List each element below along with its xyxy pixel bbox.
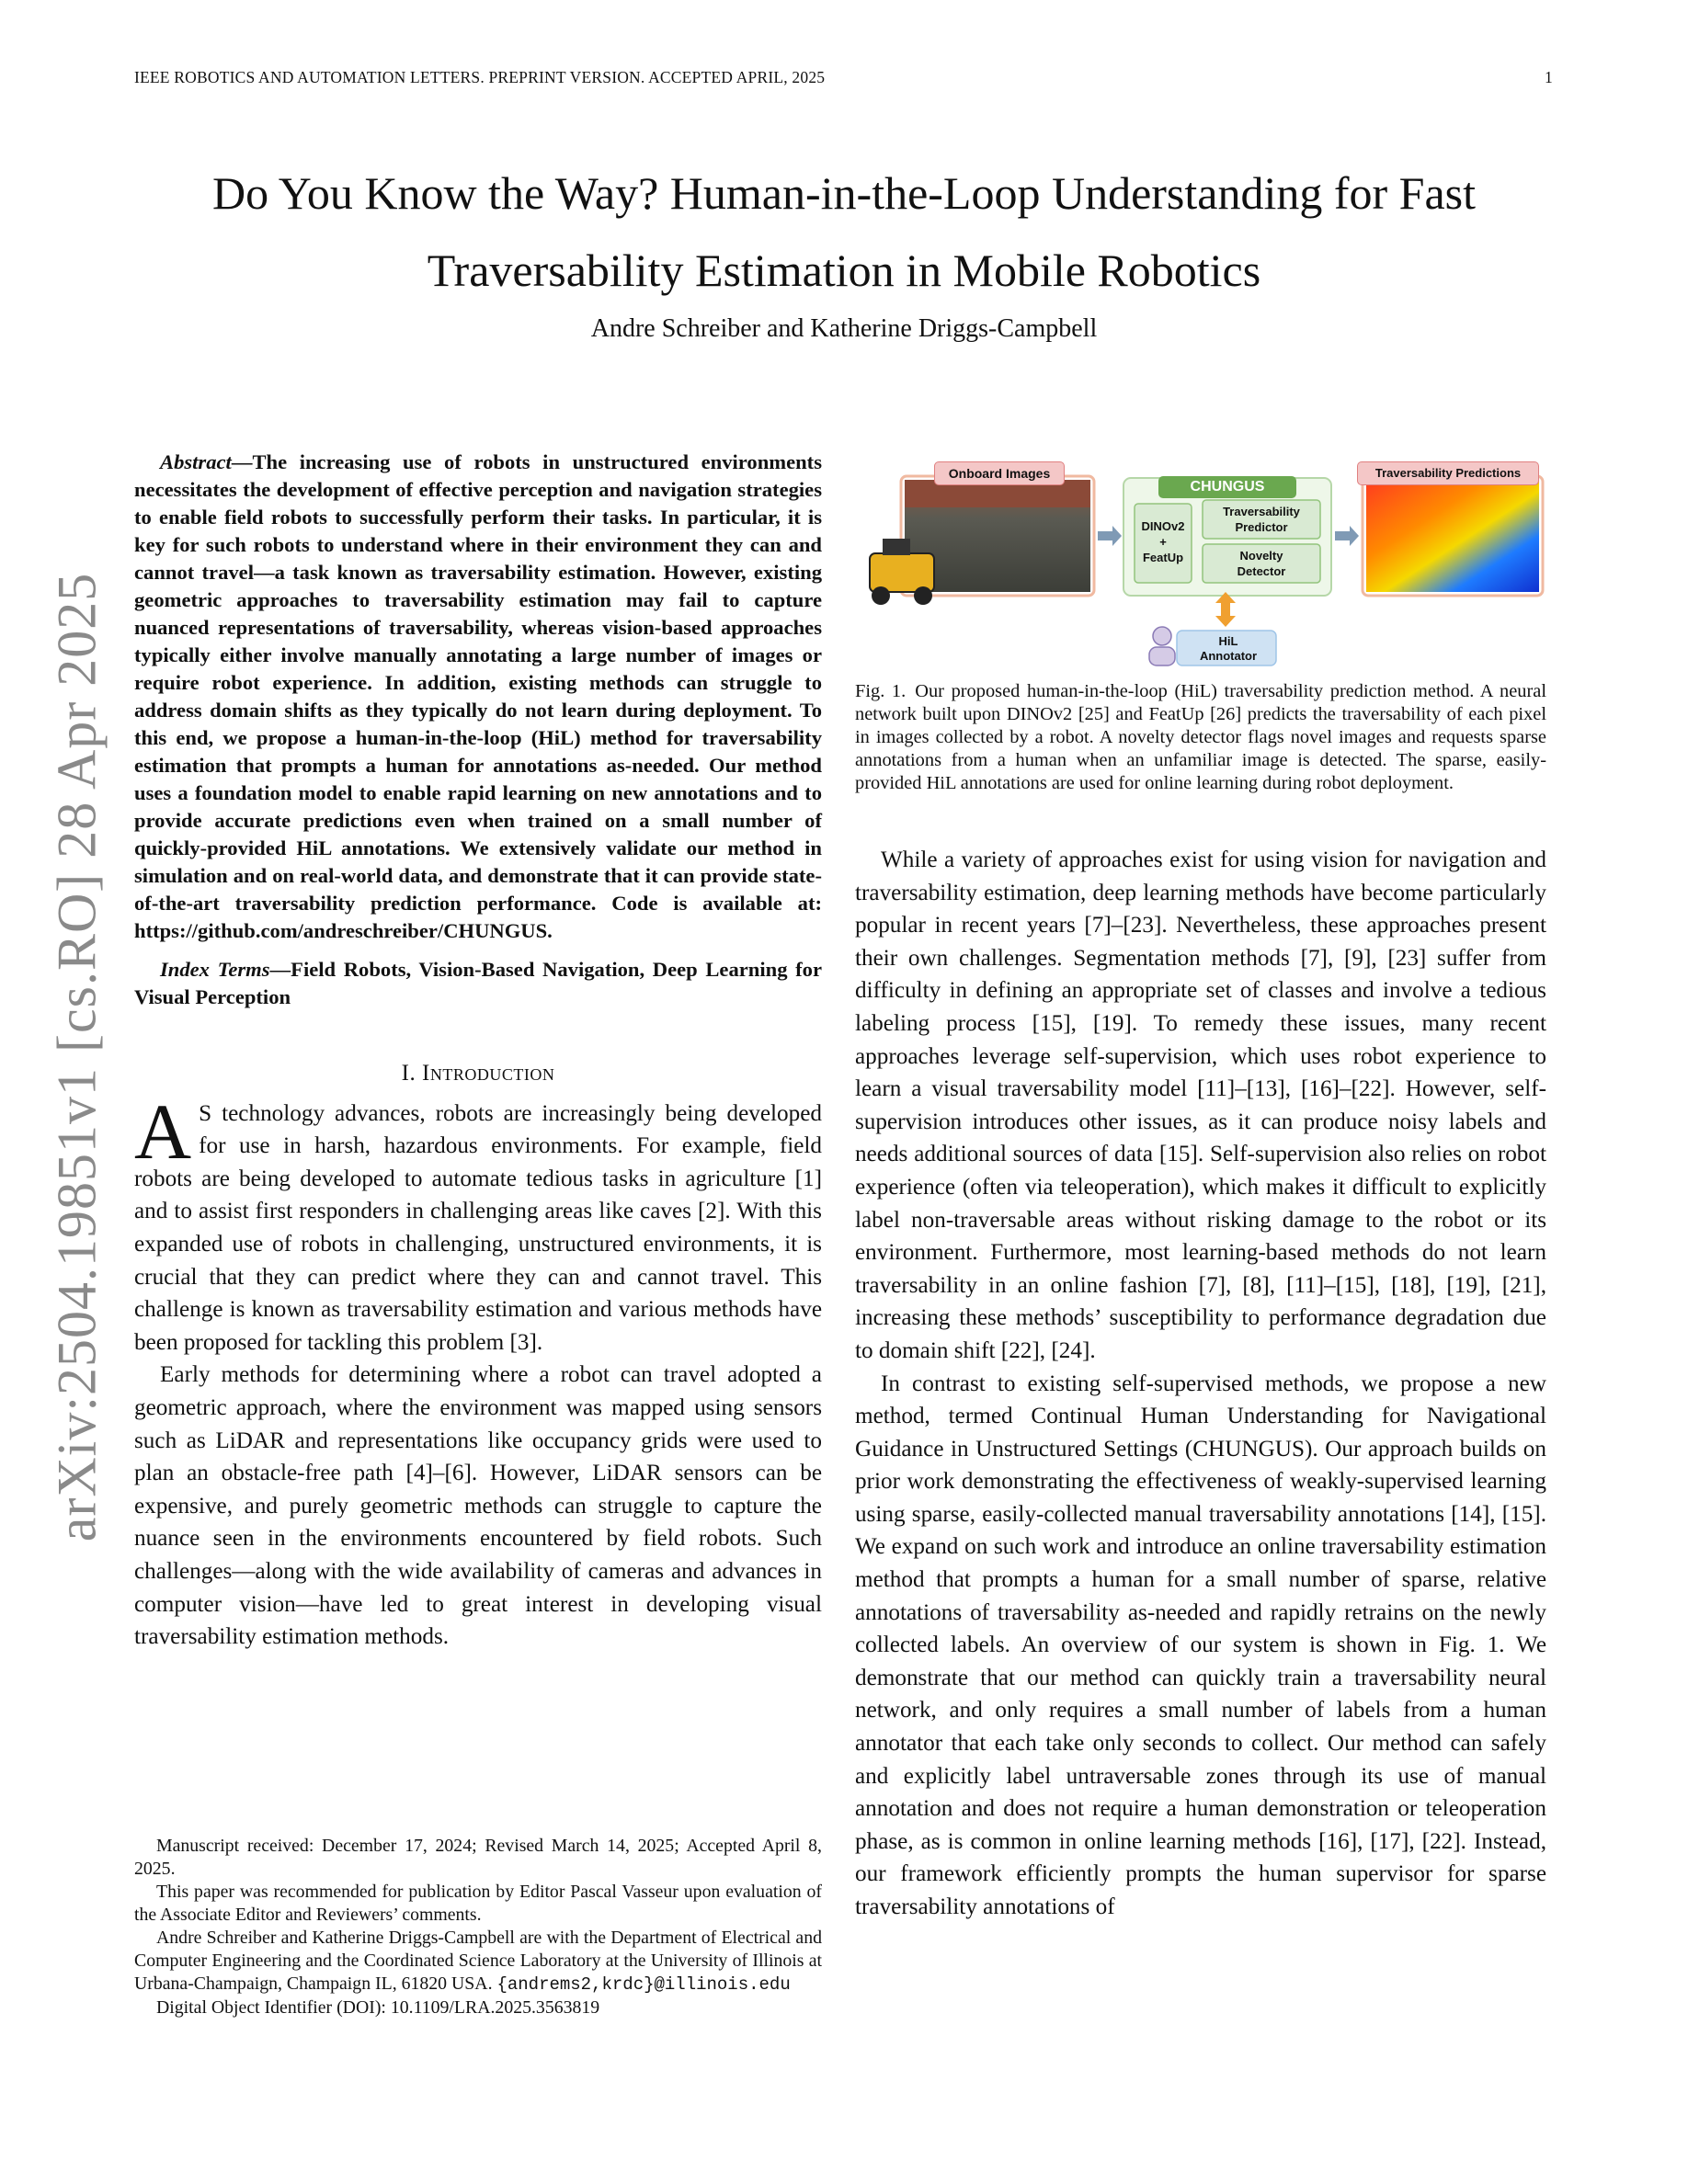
- predictions-heatmap: [1366, 480, 1539, 592]
- predictor-label-1: Traversability: [1223, 505, 1300, 518]
- footnotes: [134, 1835, 822, 2019]
- intro-paragraph-1: [134, 1086, 822, 1359]
- predictor-label: [1203, 504, 1320, 535]
- novelty-label: [1203, 548, 1320, 579]
- annotator-label: [1182, 634, 1274, 664]
- intro-paragraph-2: Early methods for determining where a robot can travel adopted a geometric approach, where the environment was mapped using sensors such as LiDAR and representations like occupancy grids were used to plan an obstacle-free path [4]–[6]. However, LiDAR sensors can be expensive, and purely geometric methods can struggle to capture the nuance seen in the environments encountered by field robots. Such challenges—along with the wide availability of cameras and advances in computer vision—have led to great interest in developing visual traversability estimation methods.: [134, 1362, 822, 1650]
- onboard-images-label: Onboard Images: [934, 461, 1065, 485]
- chungus-label: CHUNGUS: [1158, 476, 1296, 498]
- abstract-label: Abstract: [160, 450, 232, 473]
- footnote-affiliation-text: Andre Schreiber and Katherine Driggs-Campbell are with the Department of Electrical and Computer Engineering and the Coordinated Science Laboratory at the University of Illinois at Urbana-Champaign, Champaign IL, 61820 USA.: [134, 1928, 822, 1994]
- page-number: 1: [1545, 68, 1553, 86]
- predictions-label: Traversability Predictions: [1357, 461, 1539, 485]
- right-paragraph-2: In contrast to existing self-supervised methods, we propose a new method, termed Continual Human Understanding for Navigational Guidance in Unstructured Settings (CHUNGUS). Our approach builds on prior work demonstrating the effectiveness of weakly-supervised learning using sparse, easily-collected manual traversability annotations [14], [15]. We expand on such work and introduce an online traversability estimation method that prompts a human for a small number of sparse, relative annotations of traversability as-needed and rapidly retrains on the newly collected labels. An overview of our system is shown in Fig. 1. We demonstrate that our method can quickly train a traversability neural network, and only requires a small number of labels from a human annotator that each take only seconds to collect. Our method can safely and explicitly label untraversable zones through its use of manual annotation and does not require a human demonstration or teleoperation phase, as is common in online learning methods [16], [17], [22]. Instead, our framework efficiently prompts the human supervisor for sparse traversability annotations of: [855, 1371, 1546, 1919]
- right-paragraph-1: While a variety of approaches exist for using vision for navigation and traversability estimation, deep learning methods have become particularly popular in recent years [7]–[23]. Nevertheless, these approaches present their own challenges. Segmentation methods [7], [9], [23] suffer from difficulty in defining an appropriate set of classes and involve a tedious labeling process [15], [19]. To remedy these issues, many recent approaches leverage self-supervision, which uses robot experience to learn a visual traversability model [11]–[13], [16]–[22]. However, self-supervision introduces other issues, as it can produce noisy labels and needs additional sources of data [15]. Self-supervision also relies on robot experience (often via teleoperation), which makes it difficult to explicitly label non-traversable areas without risking damage to the robot or its environment. Furthermore, most learning-based methods do not learn traversability in an online fashion [7], [8], [11]–[15], [18], [19], [21], increasing these methods’ susceptibility to performance degradation due to domain shift [22], [24].: [855, 847, 1546, 1363]
- dino-label: DINOv2: [1141, 519, 1185, 533]
- predictor-label-2: Predictor: [1235, 520, 1288, 534]
- annotator-label-1: HiL: [1218, 634, 1238, 648]
- drop-cap: A: [134, 1086, 192, 1176]
- arxiv-identifier: arXiv:2504.19851v1 [cs.RO] 28 Apr 2025: [46, 572, 108, 1542]
- index-terms-text: —Field Robots, Vision-Based Navigation, Deep Learning for Visual Perception: [134, 958, 822, 1008]
- index-terms-label: Index Terms: [160, 958, 270, 981]
- section-title: Introduction: [422, 1061, 555, 1086]
- footnote-doi: Digital Object Identifier (DOI): 10.1109/LRA.2025.3563819: [156, 1997, 600, 2018]
- footnote-editor: This paper was recommended for publication by Editor Pascal Vasseur upon evaluation of the Associate Editor and Reviewers’ comments.: [134, 1882, 822, 1925]
- novelty-label-1: Novelty: [1239, 549, 1283, 563]
- left-column: [134, 449, 822, 1654]
- figure-1-caption-label: Fig. 1.: [855, 681, 907, 701]
- arrow-annotator-exchange: [1215, 592, 1236, 627]
- index-terms: [134, 956, 822, 1011]
- paper-title: [92, 154, 1596, 309]
- title-line-1: Do You Know the Way? Human-in-the-Loop Understanding for Fast: [211, 167, 1477, 219]
- author-email: {andrems2,krdc}@illinois.edu: [496, 1974, 791, 1995]
- figure-1-diagram: [855, 454, 1546, 667]
- figure-1-caption: [855, 680, 1546, 795]
- dino-featup-label: [1135, 518, 1192, 565]
- right-column: [855, 844, 1546, 1924]
- person-icon: [1153, 627, 1171, 645]
- abstract-text: —The increasing use of robots in unstructured environments necessitates the development of effective perception and navigation strategies to enable field robots to successfully perform their tasks. In particular, it is key for such robots to understand where in their environment they can and cannot travel—a task known as traversability estimation. However, existing geometric approaches to traversability estimation may fail to capture nuanced representations of traversability, whereas vision-based approaches typically either involve manually annotating a large number of images or require robot experience. In addition, existing methods can struggle to address domain shifts as they typically do not learn during deployment. To this end, we propose a human-in-the-loop (HiL) method for traversability estimation that prompts a human for annotations as-needed. Our method uses a foundation model to enable rapid learning on new annotations and to provide accurate predictions even when trained on a small number of quickly-provided HiL annotations. We extensively validate our method in simulation and on real-world data, and demonstrate that it can provide state-of-the-art traversability prediction performance. Code is available at: https://github.com/andreschreiber/CHUNGUS.: [134, 450, 822, 942]
- footnote-received: Manuscript received: December 17, 2024; Revised March 14, 2025; Accepted April 8, 2025.: [134, 1836, 822, 1879]
- running-header: IEEE ROBOTICS AND AUTOMATION LETTERS. PREPRINT VERSION. ACCEPTED APRIL, 2025: [134, 68, 826, 86]
- section-heading-introduction: [134, 1057, 822, 1090]
- title-line-2: Traversability Estimation in Mobile Robotics: [427, 245, 1261, 296]
- figure-1-caption-text: Our proposed human-in-the-loop (HiL) traversability prediction method. A neural network built upon DINOv2 [25] and FeatUp [26] predicts the traversability of each pixel in images collected by a robot. A novelty detector flags novel images and requests sparse annotations from a human when an unfamiliar image is detected. The sparse, easily-provided HiL annotations are used for online learning during robot deployment.: [855, 681, 1546, 793]
- intro-paragraph-1-text: S technology advances, robots are increasingly being developed for use in harsh, hazardous environments. For example, field robots are being developed to automate tedious tasks in agriculture [1] and to assist first responders in challenging areas like caves [2]. With this expanded use of robots in challenging, unstructured environments, it is crucial that they can predict where they can and cannot travel. This challenge is known as traversability estimation and various methods have been proposed for tackling this problem [3].: [134, 1100, 822, 1355]
- plus-label: +: [1159, 535, 1167, 549]
- arrow-chungus-to-predictions: [1335, 526, 1359, 546]
- abstract: [134, 449, 822, 945]
- annotator-label-2: Annotator: [1199, 649, 1258, 663]
- footnote-affiliation: [134, 1927, 822, 1996]
- arrow-onboard-to-chungus: [1098, 526, 1122, 546]
- novelty-label-2: Detector: [1237, 564, 1286, 578]
- featup-label: FeatUp: [1142, 551, 1184, 564]
- author-list: Andre Schreiber and Katherine Driggs-Campbell: [590, 314, 1098, 343]
- section-number: I.: [401, 1061, 422, 1086]
